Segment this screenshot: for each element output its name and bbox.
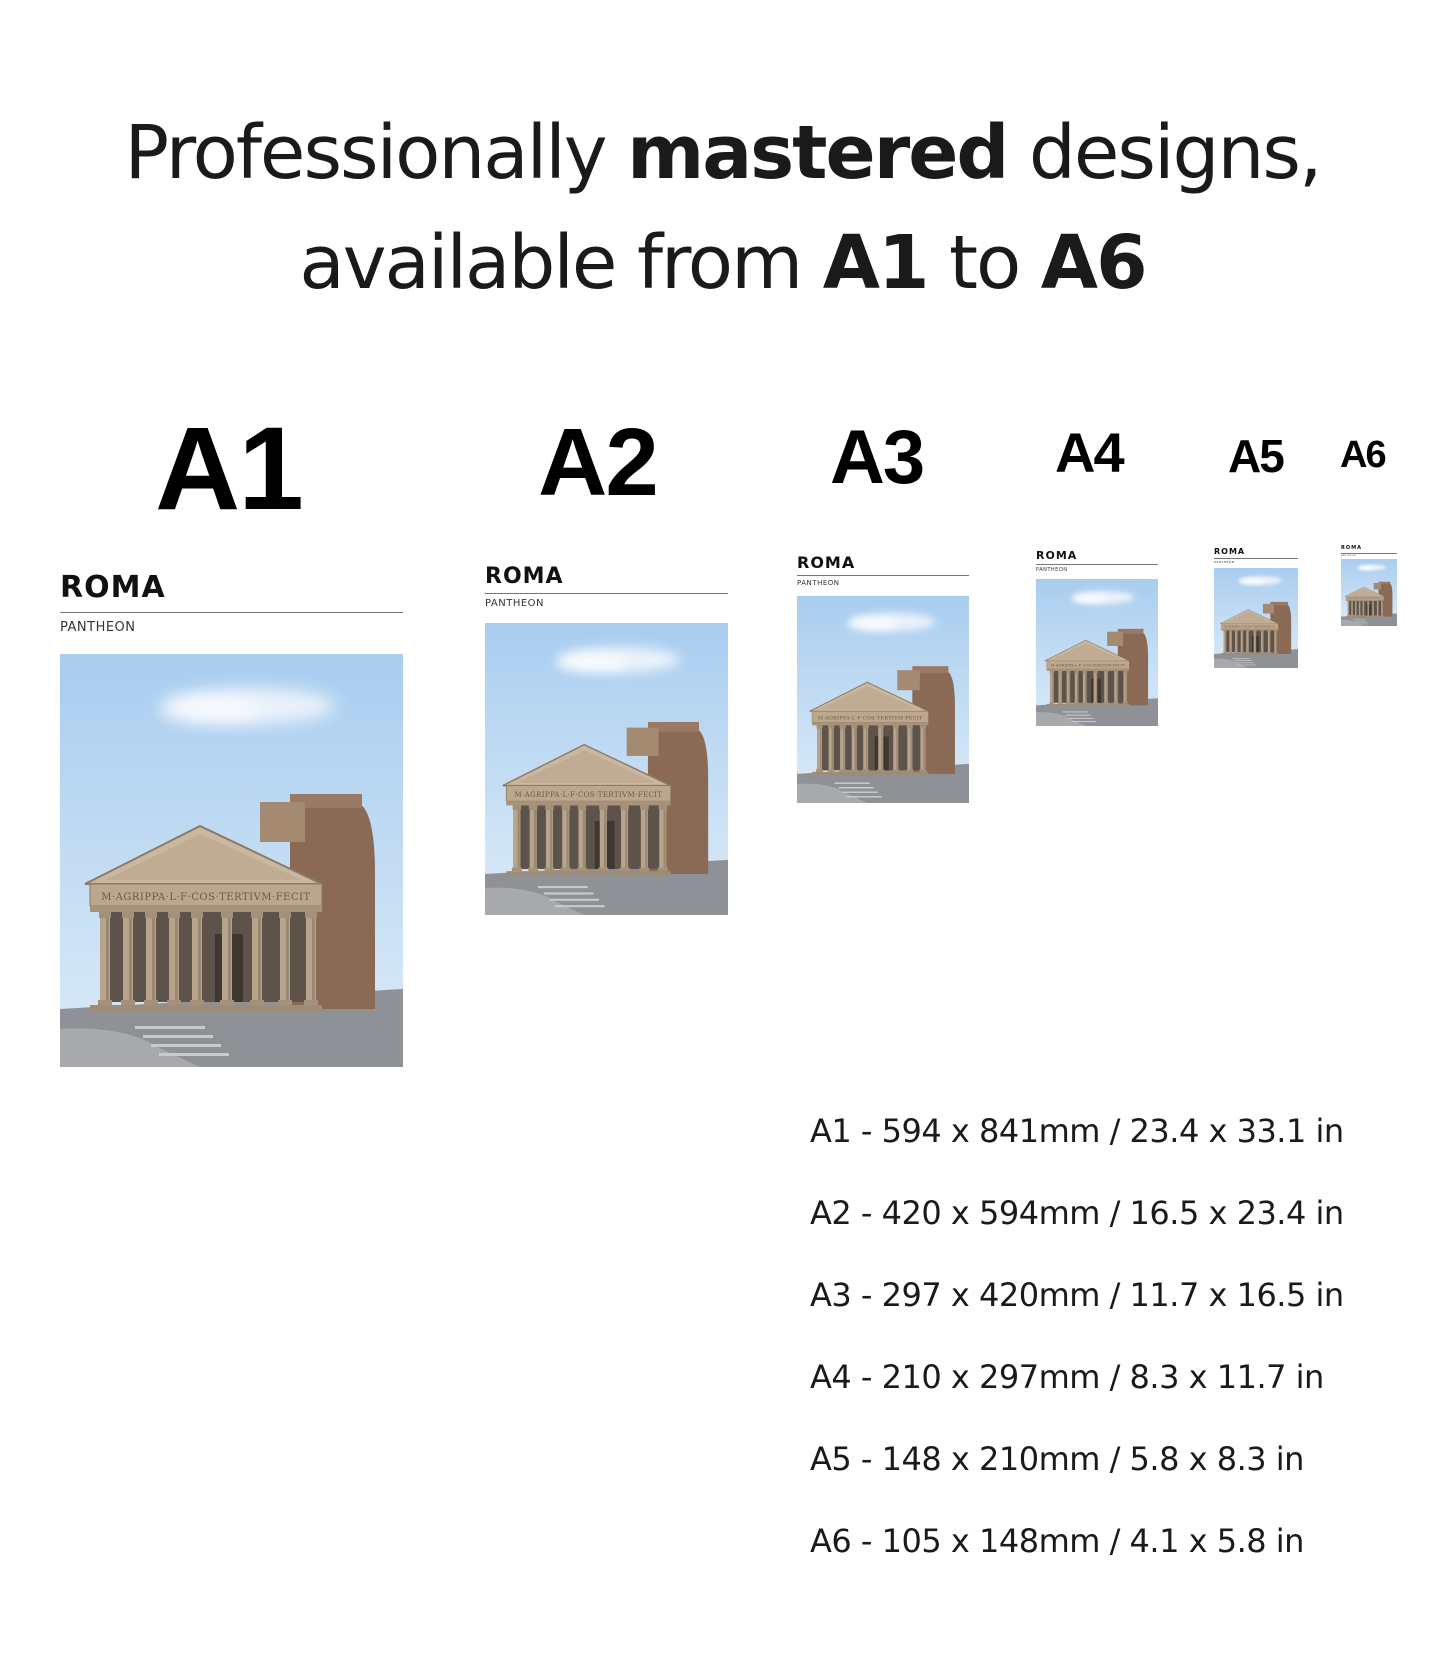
size-spec-list bbox=[810, 1090, 1410, 1582]
poster-divider bbox=[797, 575, 969, 576]
poster-subtitle: PANTHEON bbox=[60, 620, 136, 635]
poster-divider bbox=[485, 593, 728, 594]
poster-subtitle: PANTHEON bbox=[1341, 555, 1357, 557]
poster-a5 bbox=[1214, 548, 1298, 668]
poster-artwork bbox=[1036, 579, 1158, 726]
svg-text:M·AGRIPPA·L·F·COS·TERTIVM·FECI: M·AGRIPPA·L·F·COS·TERTIVM·FECIT bbox=[817, 715, 923, 722]
size-spec-a1: A1 - 594 x 841mm / 23.4 x 33.1 in bbox=[810, 1112, 1344, 1150]
poster-title: ROMA bbox=[60, 570, 166, 605]
poster-artwork bbox=[797, 596, 969, 803]
headline-line-2: available from A1 to A6 bbox=[299, 220, 1146, 306]
poster-subtitle: PANTHEON bbox=[485, 598, 545, 609]
size-spec-a6: A6 - 105 x 148mm / 4.1 x 5.8 in bbox=[810, 1522, 1304, 1560]
size-label-a6: A6 bbox=[1340, 434, 1385, 476]
svg-text:M·AGRIPPA·L·F·COS·TERTIVM·FECI: M·AGRIPPA·L·F·COS·TERTIVM·FECIT bbox=[514, 789, 663, 799]
size-label-a2: A2 bbox=[538, 409, 657, 516]
poster-artwork bbox=[60, 654, 403, 1067]
svg-text:M·AGRIPPA·L·F·COS·TERTIVM·FECI: M·AGRIPPA·L·F·COS·TERTIVM·FECIT bbox=[1347, 597, 1382, 600]
poster-subtitle: PANTHEON bbox=[1036, 567, 1068, 573]
poster-title: ROMA bbox=[1214, 547, 1246, 556]
pantheon-illustration bbox=[1214, 568, 1298, 668]
poster-a3 bbox=[797, 555, 969, 803]
poster-subtitle: PANTHEON bbox=[1214, 560, 1235, 564]
size-spec-a4: A4 - 210 x 297mm / 8.3 x 11.7 in bbox=[810, 1358, 1324, 1396]
pantheon-illustration bbox=[60, 654, 403, 1067]
poster-divider bbox=[1341, 553, 1397, 554]
size-label-a1: A1 bbox=[155, 403, 302, 535]
poster-a1 bbox=[60, 570, 403, 1067]
size-label-a3: A3 bbox=[830, 415, 924, 500]
poster-divider bbox=[1036, 564, 1158, 565]
svg-text:M·AGRIPPA·L·F·COS·TERTIVM·FECI: M·AGRIPPA·L·F·COS·TERTIVM·FECIT bbox=[1224, 625, 1276, 629]
poster-title: ROMA bbox=[1036, 549, 1078, 562]
size-label-a5: A5 bbox=[1228, 430, 1283, 482]
size-spec-a2: A2 - 420 x 594mm / 16.5 x 23.4 in bbox=[810, 1194, 1344, 1232]
poster-divider bbox=[1214, 558, 1298, 559]
poster-subtitle: PANTHEON bbox=[797, 579, 840, 587]
size-label-a4: A4 bbox=[1055, 421, 1123, 484]
headline-line-1: Professionally mastered designs, bbox=[124, 110, 1321, 196]
poster-artwork bbox=[1214, 568, 1298, 668]
poster-a6 bbox=[1341, 546, 1397, 626]
poster-title: ROMA bbox=[1341, 545, 1362, 551]
pantheon-illustration bbox=[1036, 579, 1158, 726]
size-spec-a3: A3 - 297 x 420mm / 11.7 x 16.5 in bbox=[810, 1276, 1344, 1314]
poster-title: ROMA bbox=[485, 564, 564, 589]
pantheon-illustration bbox=[1341, 559, 1397, 626]
svg-text:M·AGRIPPA·L·F·COS·TERTIVM·FECI: M·AGRIPPA·L·F·COS·TERTIVM·FECIT bbox=[1050, 663, 1126, 668]
pantheon-illustration bbox=[485, 623, 728, 915]
pantheon-illustration bbox=[797, 596, 969, 803]
poster-artwork bbox=[1341, 559, 1397, 626]
poster-title: ROMA bbox=[797, 553, 856, 572]
poster-artwork bbox=[485, 623, 728, 915]
poster-a2 bbox=[485, 566, 728, 915]
poster-divider bbox=[60, 612, 403, 613]
poster-a4 bbox=[1036, 550, 1158, 726]
svg-text:M·AGRIPPA·L·F·COS·TERTIVM·FECI: M·AGRIPPA·L·F·COS·TERTIVM·FECIT bbox=[101, 892, 311, 903]
headline bbox=[0, 98, 1445, 318]
size-spec-a5: A5 - 148 x 210mm / 5.8 x 8.3 in bbox=[810, 1440, 1304, 1478]
